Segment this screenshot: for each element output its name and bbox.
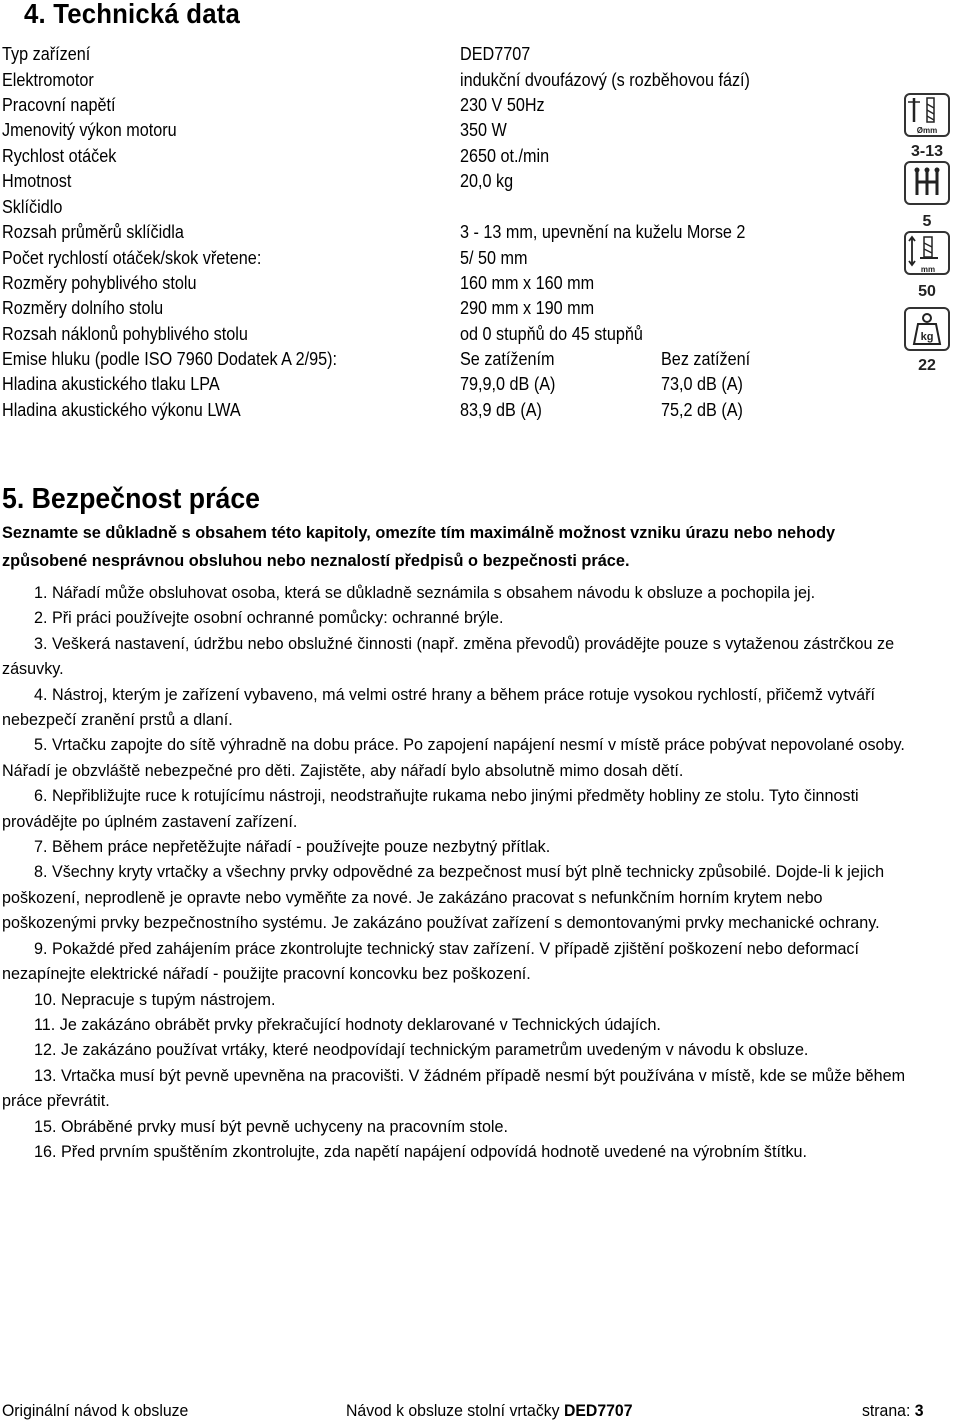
spec-label: Hladina akustického tlaku LPA — [2, 374, 220, 394]
safety-rule-text: poškozenými prvky bezpečnostního systému. Je zakázáno používat zařízení s demontovanými prvky mechanické ochrany. — [2, 913, 880, 933]
safety-rule-line — [2, 1012, 960, 1037]
safety-rule-text: 15. Obráběné prvky musí být pevně uchyceny na pracovním stole. — [34, 1116, 508, 1136]
spec-label: Rychlost otáček — [2, 146, 117, 166]
spindle-travel-icon — [905, 232, 949, 300]
footer-page — [862, 1400, 924, 1422]
spec-row — [0, 68, 900, 93]
safety-rule-line — [2, 682, 960, 707]
safety-intro-line: způsobené nesprávnou obsluhou nebo neznalostí předpisů o bezpečnosti práce. — [2, 551, 630, 570]
spec-label: Rozsah náklonů pohyblivého stolu — [2, 324, 248, 344]
spec-label: Emise hluku (podle ISO 7960 Dodatek A 2/95): — [2, 349, 338, 369]
safety-rule-text: 9. Pokaždé před zahájením práce zkontrolujte technický stav zařízení. V případě zjištění poškození nebo deformací — [34, 938, 860, 958]
spec-value-secondary: 75,2 dB (A) — [661, 400, 743, 420]
safety-intro-line: Seznamte se důkladně s obsahem této kapitoly, omezíte tím maximálně možnost vzniku úrazu nebo nehody — [2, 523, 836, 542]
safety-rule-line — [2, 605, 960, 630]
spec-value: DED7707 — [460, 44, 531, 64]
safety-rule-line — [2, 1114, 960, 1139]
safety-rule-line — [2, 1037, 960, 1062]
spec-row — [0, 169, 900, 194]
safety-rule-text: 16. Před prvním spuštěním zkontrolujte, zda napětí napájení odpovídá hodnotě uvedené na výrobním štítku. — [34, 1141, 808, 1161]
spec-value: 5/ 50 mm — [460, 248, 528, 268]
spec-label: Hmotnost — [2, 171, 72, 191]
safety-rule-text: 11. Je zakázáno obrábět prvky překračující hodnoty deklarované v Technických údajích. — [34, 1014, 661, 1034]
spec-value: 160 mm x 160 mm — [460, 273, 595, 293]
safety-rule-line — [2, 987, 960, 1012]
safety-rule-text: 8. Všechny kryty vrtačky a všechny prvky odpovědné za bezpečnost musí být plně technicky způsobilé. Dojde-li k jejich — [34, 862, 885, 882]
safety-rules-list — [2, 580, 960, 1164]
safety-rule-line — [2, 961, 960, 986]
spec-value: 2650 ot./min — [460, 146, 550, 166]
spec-value-secondary: 73,0 dB (A) — [661, 374, 743, 394]
spec-row — [0, 347, 900, 372]
spec-label: Jmenovitý výkon motoru — [2, 120, 177, 140]
spec-row — [0, 246, 900, 271]
page-number: 3 — [914, 1401, 924, 1420]
page-footer — [0, 1400, 960, 1422]
safety-rule-line — [2, 910, 960, 935]
spec-label: Rozměry dolního stolu — [2, 298, 164, 318]
spec-row — [0, 296, 900, 321]
safety-rule-line — [2, 1139, 960, 1164]
spec-row — [0, 322, 900, 347]
spec-label: Rozsah průměrů sklíčidla — [2, 222, 184, 242]
spec-row — [0, 42, 900, 67]
svg-text:5: 5 — [922, 213, 932, 230]
footer-page-label: strana: — [862, 1401, 911, 1420]
safety-rule-text: 7. Během práce nepřetěžujte nářadí - používejte pouze nezbytný přítlak. — [34, 837, 551, 857]
safety-rule-text: 13. Vrtačka musí být pevně upevněna na pracovišti. V žádném případě nesmí být používána v místě, kde se může během — [34, 1065, 906, 1085]
spec-icons-column — [898, 92, 958, 382]
safety-rule-text: práce převrátit. — [2, 1091, 110, 1111]
weight-icon — [905, 308, 949, 374]
safety-rule-line — [2, 1063, 960, 1088]
safety-rule-text: Nářadí je obzvláště nebezpečné pro děti. Zajistěte, aby nářadí bylo absolutně mimo dosah dětí. — [2, 760, 684, 780]
safety-rule-text: provádějte po úplném zastavení zařízení. — [2, 811, 298, 831]
safety-rule-line — [2, 834, 960, 859]
safety-intro — [2, 519, 960, 575]
safety-rule-text: nebezpečí zranění prstů a dlaní. — [2, 710, 233, 730]
svg-text:Ømm: Ømm — [916, 126, 938, 135]
safety-rule-line — [2, 936, 960, 961]
safety-rule-text: poškození, neprodleně je opravte nebo vyměňte za nové. Je zakázáno pracovat s nefunkčním horním krytem nebo — [2, 887, 823, 907]
spec-row — [0, 372, 900, 397]
spec-value: 83,9 dB (A) — [460, 400, 542, 420]
spec-row — [0, 144, 900, 169]
safety-rule-line — [2, 707, 960, 732]
svg-text:50: 50 — [918, 283, 936, 300]
spec-label: Typ zařízení — [2, 44, 91, 64]
section-5-heading: 5. Bezpečnost práce — [2, 483, 261, 515]
safety-rule-text: 3. Veškerá nastavení, údržbu nebo obslužné činnosti (např. změna převodů) provádějte pouze s vytaženou zástrčkou ze — [34, 633, 895, 653]
spec-row — [0, 93, 900, 118]
safety-rule-line — [2, 656, 960, 681]
spec-row — [0, 220, 900, 245]
spec-value: 3 - 13 mm, upevnění na kuželu Morse 2 — [460, 222, 746, 242]
safety-rule-line — [2, 732, 960, 757]
safety-rule-line — [2, 859, 960, 884]
gearshift-icon — [905, 162, 949, 230]
footer-model: DED7707 — [563, 1401, 633, 1420]
safety-rule-text: 12. Je zakázáno používat vrtáky, které neodpovídají technickým parametrům uvedeným v návodu k obsluze. — [34, 1040, 809, 1060]
safety-rule-text: 5. Vrtačku zapojte do sítě výhradně na dobu práce. Po zapojení napájení nesmí v místě práce pobývat nepovolané osoby. — [34, 735, 905, 755]
svg-text:mm: mm — [920, 265, 936, 274]
section-4-heading: 4. Technická data — [24, 0, 240, 29]
spec-value: 290 mm x 190 mm — [460, 298, 595, 318]
spec-row — [0, 271, 900, 296]
drill-bit-diameter-icon — [905, 94, 949, 160]
svg-text:22: 22 — [918, 357, 936, 374]
spec-value: indukční dvoufázový (s rozběhovou fází) — [460, 70, 750, 90]
safety-rule-line — [2, 758, 960, 783]
safety-rule-text: 10. Nepracuje s tupým nástrojem. — [34, 989, 276, 1009]
safety-rule-text: nezapínejte elektrické nářadí - použijte pracovní koncovku bez poškození. — [2, 964, 531, 984]
spec-row — [0, 398, 900, 423]
spec-row — [0, 195, 900, 220]
safety-rule-line — [2, 885, 960, 910]
spec-value-secondary: Bez zatížení — [661, 349, 751, 369]
safety-rule-text: 4. Nástroj, kterým je zařízení vybaveno, má velmi ostré hrany a během práce rotuje vysokou rychlostí, přičemž vytváří — [34, 684, 876, 704]
safety-rule-line — [2, 1088, 960, 1113]
safety-rule-text: 1. Nářadí může obsluhovat osoba, která se důkladně seznámila s obsahem návodu k obsluze a pochopila jej. — [34, 583, 816, 602]
spec-label: Počet rychlostí otáček/skok vřetene: — [2, 248, 262, 268]
spec-label: Elektromotor — [2, 70, 94, 90]
spec-value: 350 W — [460, 120, 507, 140]
spec-label: Rozměry pohyblivého stolu — [2, 273, 197, 293]
safety-rule-text: 6. Nepřibližujte ruce k rotujícímu nástroji, neodstraňujte rukama nebo jinými předměty hobliny ze stolu. Tyto činnosti — [34, 786, 859, 806]
spec-label: Pracovní napětí — [2, 95, 116, 115]
spec-value: 79,9,0 dB (A) — [460, 374, 556, 394]
safety-rule-line — [2, 783, 960, 808]
svg-text:3-13: 3-13 — [910, 143, 944, 160]
safety-rule-text: 2. Při práci používejte osobní ochranné pomůcky: ochranné brýle. — [34, 608, 504, 628]
safety-rule-line — [2, 580, 960, 605]
footer-manual-prefix: Návod k obsluze stolní vrtačky — [346, 1401, 560, 1420]
spec-value: od 0 stupňů do 45 stupňů — [460, 324, 643, 344]
footer-document-type: Originální návod k obsluze — [2, 1401, 189, 1420]
spec-value: Se zatížením — [460, 349, 555, 369]
safety-rule-line — [2, 809, 960, 834]
spec-value: 230 V 50Hz — [460, 95, 545, 115]
spec-label: Sklíčidlo — [2, 197, 63, 217]
safety-rule-line — [2, 631, 960, 656]
svg-text:kg: kg — [920, 331, 934, 343]
spec-label: Hladina akustického výkonu LWA — [2, 400, 241, 420]
spec-row — [0, 118, 900, 143]
spec-value: 20,0 kg — [460, 171, 514, 191]
spec-icons — [898, 92, 958, 382]
safety-rule-text: zásuvky. — [2, 659, 64, 679]
footer-manual-title — [346, 1400, 632, 1422]
